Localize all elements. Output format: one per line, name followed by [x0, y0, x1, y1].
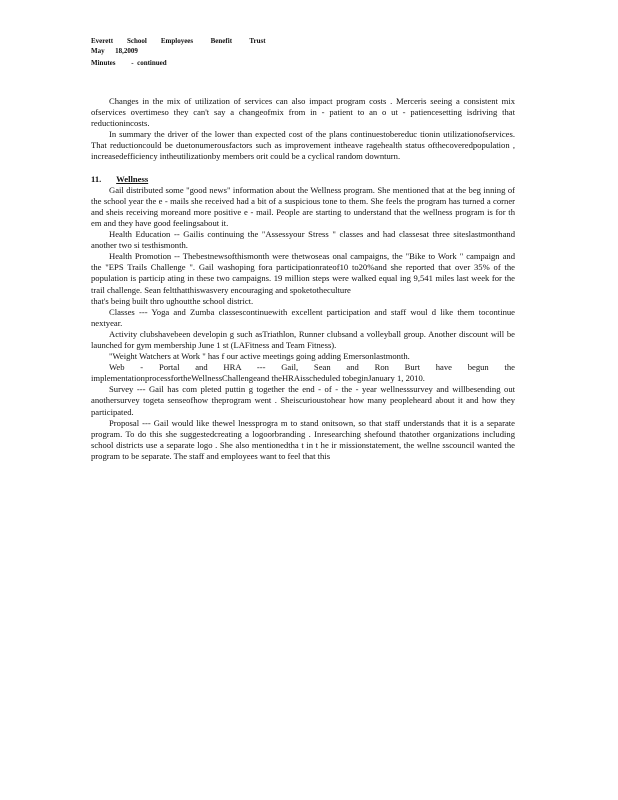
paragraph-classes: Classes --- Yoga and Zumba classescontinuewith excellent participation and staff woul d like them tocontinue nextyear.: [91, 306, 515, 328]
paragraph-health-promotion: Health Promotion -- Thebestnewsofthismonth were thetwoseas onal campaigns, the "Bike to Work " campaign and the "EPS Trails Challenge ". Gail washoping fora participationrateof10 to20%and she reported that over 35% of the population is particip ating in these two campaigns. 19 million steps were walked equal ing 9,541 miles last week for the trail challenge. Sean feltthatthiswasvery encouraging and spoketotheculture: [91, 251, 515, 295]
paragraph-proposal: Proposal --- Gail would like thewel lnessprogra m to stand onitsown, so that staff understands that it is a separate program. To do this she suggestedcreating a logoorbranding . Inresearching shefound thatother organizations including school districts use a separate logo . She also mentionedtha t in t he ir missionstatement, the wellne sscouncil wanted the program to be separate. The staff and employees want to feel that this: [91, 417, 515, 461]
header-line-minutes: Minutes - continued: [91, 59, 167, 67]
header-line-date: May 18,2009: [91, 47, 138, 55]
spacer: [91, 163, 515, 174]
section-number: 11.: [91, 173, 102, 184]
paragraph-web-portal: Web - Portal and HRA --- Gail, Sean and Ron Burt have begun the implementationprocessfortheWellnessChallengeand theHRAisscheduled tobeginJanuary 1, 2010.: [91, 362, 515, 384]
paragraph-utilization: Changes in the mix of utilization of services can also impact program costs . Merceris seeing a consistent mix ofservices overtimeso they can't say a changeofmix from in - patient to an o ut - patiencesetting isdriving that reductionincosts.: [91, 96, 515, 129]
paragraph-summary: In summary the driver of the lower than expected cost of the plans continuestobereduc tionin utilizationofservices. That reductioncould be duetonumerousfactors such as improvement intheave ragehealth status ofthecoveredpopulation , increasedefficiency intheutilizationby members orit could be a cyclical random downturn.: [91, 129, 515, 162]
paragraph-health-education: Health Education -- Gailis continuing the "Assessyour Stress " classes and had classesat three siteslastmonthand another two si testhismonth.: [91, 229, 515, 251]
document-body: [91, 96, 515, 462]
paragraph-wellness-intro: Gail distributed some "good news" information about the Wellness program. She mentioned that at the beg inning of the school year the e - mails she received had a bit of a suspicious tone to them. She feels the program has turned a corner and sheis receiving moreand more positive e - mail. People are starting to understand that the wellness program is for th em and they have good feelingsabout it.: [91, 184, 515, 228]
paragraph-survey: Survey --- Gail has com pleted puttin g together the end - of - the - year wellnesssurvey and willbesending out anothersurvey togeta senseofhow theprogram went . Sheiscurioustohear how many peopleheard about it and how they participated.: [91, 384, 515, 417]
paragraph-culture-continuation: that's being built thro ughoutthe school district.: [91, 295, 254, 306]
section-title: Wellness: [116, 173, 149, 184]
section-heading: [91, 174, 515, 185]
paragraph-activity-clubs: Activity clubshavebeen developin g such asTriathlon, Runner clubsand a volleyball group. Another discount will be launched for gym membership June 1 st (LAFitness and Team Fitness).: [91, 328, 515, 350]
header-line-title: Everett School Employees Benefit Trust: [91, 37, 266, 45]
paragraph-weight-watchers: "Weight Watchers at Work " has f our active meetings going adding Emersonlastmonth.: [109, 351, 410, 362]
